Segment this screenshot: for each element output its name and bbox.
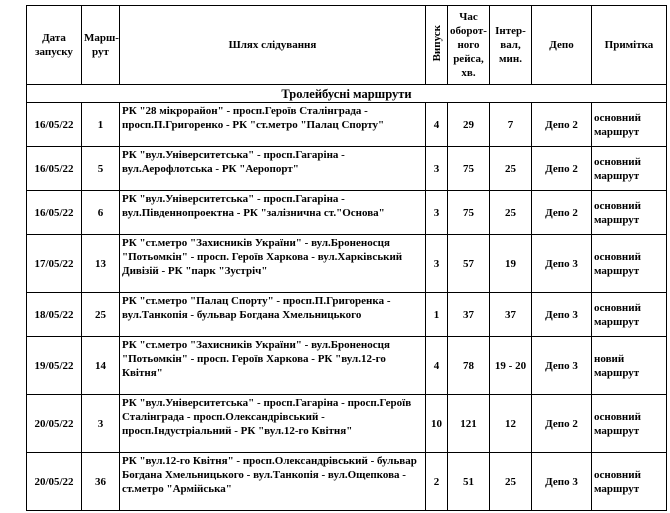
- cell-vehicles: 4: [426, 337, 448, 395]
- cell-cycle: 57: [448, 235, 490, 293]
- cell-interval: 25: [490, 453, 532, 511]
- table-row: [27, 191, 667, 235]
- cell-note: основний маршрут: [592, 235, 667, 293]
- col-cycle-header: Час оборот-ного рейса, хв.: [448, 6, 490, 85]
- cell-cycle: 29: [448, 103, 490, 147]
- cell-note: основний маршрут: [592, 191, 667, 235]
- section-row: [27, 85, 667, 103]
- cell-depot: Депо 2: [532, 147, 592, 191]
- cell-depot: Депо 3: [532, 293, 592, 337]
- cell-interval: 19 - 20: [490, 337, 532, 395]
- cell-path: РК "ст.метро "Захисників України" - вул.Броненосця "Потьомкін" - просп. Героїв Харкова - вул.Харківський Дивізій - РК "парк "Зустріч": [120, 235, 426, 293]
- cell-cycle: 51: [448, 453, 490, 511]
- header-row: [27, 6, 667, 85]
- cell-date: 20/05/22: [27, 453, 82, 511]
- cell-note: основний маршрут: [592, 453, 667, 511]
- cell-date: 20/05/22: [27, 395, 82, 453]
- cell-cycle: 75: [448, 191, 490, 235]
- cell-cycle: 78: [448, 337, 490, 395]
- table-row: [27, 337, 667, 395]
- cell-date: 19/05/22: [27, 337, 82, 395]
- section-title: Тролейбусні маршрути: [27, 85, 667, 103]
- cell-interval: 12: [490, 395, 532, 453]
- cell-vehicles: 10: [426, 395, 448, 453]
- cell-depot: Депо 3: [532, 337, 592, 395]
- cell-path: РК "ст.метро "Захисників України" - вул.Броненосця "Потьомкін" - просп. Героїв Харкова - РК "вул.12-го Квітня": [120, 337, 426, 395]
- cell-date: 16/05/22: [27, 103, 82, 147]
- cell-interval: 37: [490, 293, 532, 337]
- table-row: [27, 395, 667, 453]
- cell-note: основний маршрут: [592, 293, 667, 337]
- table-row: [27, 147, 667, 191]
- cell-interval: 19: [490, 235, 532, 293]
- cell-depot: Депо 3: [532, 235, 592, 293]
- col-route-header: Марш-рут: [82, 6, 120, 85]
- cell-path: РК "вул.Університетська" - просп.Гагаріна - вул.Південнопроектна - РК "залізнична ст."Основа": [120, 191, 426, 235]
- cell-interval: 25: [490, 147, 532, 191]
- cell-vehicles: 1: [426, 293, 448, 337]
- cell-interval: 25: [490, 191, 532, 235]
- cell-depot: Депо 2: [532, 395, 592, 453]
- routes-table: [26, 5, 667, 511]
- cell-vehicles: 3: [426, 191, 448, 235]
- vehicles-header-label: Випуск: [430, 24, 443, 62]
- cell-path: РК "вул.Університетська" - просп.Гагаріна - просп.Героїв Сталінграда - просп.Олександрівський - просп.Індустріальний - РК "вул.12-го Квітня": [120, 395, 426, 453]
- cell-path: РК "вул.Університетська" - просп.Гагаріна - вул.Аерофлотська - РК "Аеропорт": [120, 147, 426, 191]
- table-row: [27, 103, 667, 147]
- table-row: [27, 453, 667, 511]
- cell-vehicles: 3: [426, 147, 448, 191]
- cell-cycle: 75: [448, 147, 490, 191]
- cell-note: основний маршрут: [592, 395, 667, 453]
- cell-vehicles: 3: [426, 235, 448, 293]
- cell-depot: Депо 3: [532, 453, 592, 511]
- col-depot-header: Депо: [532, 6, 592, 85]
- cell-note: новий маршрут: [592, 337, 667, 395]
- cell-route: 14: [82, 337, 120, 395]
- cell-route: 3: [82, 395, 120, 453]
- cell-path: РК "вул.12-го Квітня" - просп.Олександрівський - бульвар Богдана Хмельницького - вул.Танкопія - вул.Ощепкова - ст.метро "Армійська": [120, 453, 426, 511]
- cell-route: 5: [82, 147, 120, 191]
- col-path-header: Шлях слідування: [120, 6, 426, 85]
- cell-cycle: 121: [448, 395, 490, 453]
- table-row: [27, 293, 667, 337]
- cell-date: 16/05/22: [27, 191, 82, 235]
- cell-cycle: 37: [448, 293, 490, 337]
- cell-route: 13: [82, 235, 120, 293]
- cell-vehicles: 4: [426, 103, 448, 147]
- cell-route: 6: [82, 191, 120, 235]
- col-date-header: Дата запуску: [27, 6, 82, 85]
- cell-depot: Депо 2: [532, 191, 592, 235]
- cell-route: 1: [82, 103, 120, 147]
- cell-date: 18/05/22: [27, 293, 82, 337]
- col-note-header: Примітка: [592, 6, 667, 85]
- table-row: [27, 235, 667, 293]
- cell-note: основний маршрут: [592, 147, 667, 191]
- cell-path: РК "28 мікрорайон" - просп.Героїв Сталінграда - просп.П.Григоренко - РК "ст.метро "Палац Спорту": [120, 103, 426, 147]
- cell-date: 17/05/22: [27, 235, 82, 293]
- cell-interval: 7: [490, 103, 532, 147]
- cell-date: 16/05/22: [27, 147, 82, 191]
- col-interval-header: Інтер-вал, мин.: [490, 6, 532, 85]
- col-vehicles-header: [426, 6, 448, 85]
- cell-route: 25: [82, 293, 120, 337]
- cell-vehicles: 2: [426, 453, 448, 511]
- cell-depot: Депо 2: [532, 103, 592, 147]
- cell-path: РК "ст.метро "Палац Спорту" - просп.П.Григоренка - вул.Танкопія - бульвар Богдана Хмельницького: [120, 293, 426, 337]
- cell-route: 36: [82, 453, 120, 511]
- cell-note: основний маршрут: [592, 103, 667, 147]
